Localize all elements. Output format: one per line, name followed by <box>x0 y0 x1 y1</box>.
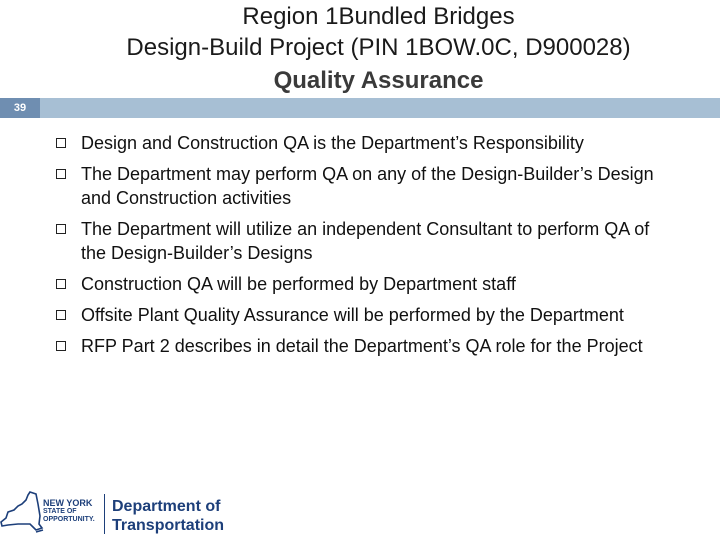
bullet-text: The Department may perform QA on any of the Design-Builder’s Design and Construction activities <box>81 164 654 208</box>
bullet-item <box>54 217 674 265</box>
nys-line-2: STATE OF <box>43 508 77 515</box>
square-bullet-icon <box>56 310 66 320</box>
bullet-text: RFP Part 2 describes in detail the Department’s QA role for the Project <box>81 336 643 356</box>
dot-line-2: Transportation <box>112 517 225 534</box>
new-york-state-logo-text <box>43 498 101 524</box>
slide-subtitle: Quality Assurance <box>273 67 484 94</box>
logo-divider <box>104 494 105 534</box>
nys-line-3: OPPORTUNITY. <box>43 516 95 523</box>
bullet-text: The Department will utilize an independent Consultant to perform QA of the Design-Builder’s Designs <box>81 219 650 263</box>
bullet-item <box>54 272 674 296</box>
nys-line-1: NEW YORK <box>43 498 93 508</box>
bullet-text: Construction QA will be performed by Department staff <box>81 274 516 294</box>
dot-line-1: Department of <box>112 498 221 515</box>
square-bullet-icon <box>56 169 66 179</box>
slide-title-line-1: Region 1Bundled Bridges <box>242 3 515 30</box>
square-bullet-icon <box>56 138 66 148</box>
bullet-list <box>54 131 674 365</box>
bullet-text: Design and Construction QA is the Department’s Responsibility <box>81 133 584 153</box>
bullet-text: Offsite Plant Quality Assurance will be performed by the Department <box>81 305 624 325</box>
slide-number: 39 <box>0 98 40 118</box>
slide-title-line-2: Design-Build Project (PIN 1BOW.0C, D900028) <box>126 34 631 61</box>
bullet-item <box>54 334 674 358</box>
new-york-state-map-icon <box>0 490 44 536</box>
square-bullet-icon <box>56 279 66 289</box>
department-of-transportation-logo <box>112 497 224 535</box>
square-bullet-icon <box>56 341 66 351</box>
bullet-item <box>54 162 674 210</box>
bullet-item <box>54 303 674 327</box>
header-accent-bar <box>40 98 720 118</box>
bullet-item <box>54 131 674 155</box>
square-bullet-icon <box>56 224 66 234</box>
